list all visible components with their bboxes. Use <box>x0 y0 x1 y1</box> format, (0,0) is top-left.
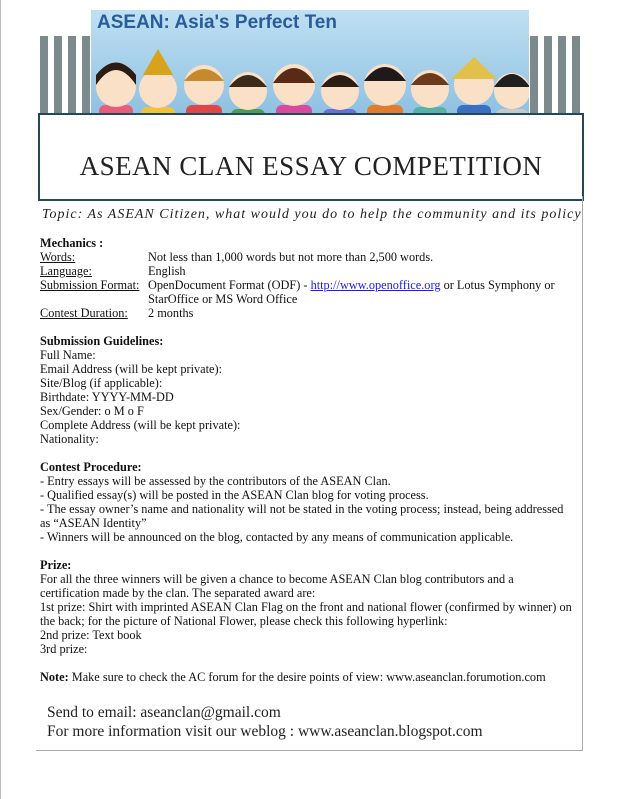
submission-format-value <box>148 278 574 306</box>
contest-duration-value: 2 months <box>148 306 194 320</box>
page-edge <box>0 0 1 799</box>
words-value: Not less than 1,000 words but not more than 2,500 words. <box>148 250 434 264</box>
procedure-line: - Entry essays will be assessed by the contributors of the ASEAN Clan. <box>40 474 391 488</box>
language-label: Language: <box>40 264 92 278</box>
procedure-line: - Qualified essay(s) will be posted in the ASEAN Clan blog for voting process. <box>40 488 429 502</box>
decorative-stripes-right <box>530 36 586 116</box>
openoffice-link[interactable]: http://www.openoffice.org <box>310 278 441 292</box>
note-label: Note: <box>40 670 69 684</box>
footer-email: Send to email: aseanclan@gmail.com <box>47 704 281 721</box>
prize-line: 1st prize: Shirt with imprinted ASEAN Clan Flag on the front and national flower (confirmed by winner) on the back; for the picture of National Flower, please check this following hyperlink: <box>40 600 572 628</box>
submission-format-post: or Lotus Symphony or StarOffice or MS Word Office <box>148 278 555 306</box>
submission-format-pre: OpenDocument Format (ODF) - <box>148 278 308 292</box>
topic-line: Topic: As ASEAN Citizen, what would you do to help the community and its policy <box>42 207 582 222</box>
mechanics-row-words <box>40 250 574 264</box>
prize-line: 3rd prize: <box>40 642 88 656</box>
mechanics-row-submission-format <box>40 278 574 306</box>
page-title: ASEAN CLAN ESSAY COMPETITION <box>79 151 543 181</box>
prize-line: 2nd prize: Text book <box>40 628 142 642</box>
mechanics-row-contest-duration <box>40 306 574 320</box>
procedure-heading: Contest Procedure: <box>40 460 142 474</box>
contest-duration-label: Contest Duration: <box>40 306 128 320</box>
footer-info: For more information visit our weblog : www.aseanclan.blogspot.com <box>47 723 483 740</box>
note-line <box>40 670 574 684</box>
note-text: Make sure to check the AC forum for the desire points of view: www.aseanclan.forumotion.com <box>71 670 546 684</box>
words-label: Words: <box>40 250 76 264</box>
guideline-line: Complete Address (will be kept private): <box>40 418 241 432</box>
guideline-line: Email Address (will be kept private): <box>40 362 223 376</box>
guideline-line: Birthdate: YYYY-MM-DD <box>40 390 174 404</box>
procedure-line: - The essay owner’s name and nationality will not be stated in the voting process; instead, being addressed as “ASEAN Identity” <box>40 502 564 530</box>
procedure-line: - Winners will be announced on the blog, contacted by any means of communication applicable. <box>40 530 514 544</box>
document-body <box>40 236 574 684</box>
banner-title: ASEAN: Asia's Perfect Ten <box>97 12 337 33</box>
language-value: English <box>148 264 186 278</box>
mechanics-heading: Mechanics : <box>40 236 104 250</box>
guideline-line: Site/Blog (if applicable): <box>40 376 163 390</box>
mechanics-row-language <box>40 264 574 278</box>
title-box <box>38 113 584 201</box>
prize-heading: Prize: <box>40 558 72 572</box>
guideline-line: Nationality: <box>40 432 99 446</box>
decorative-stripes-left <box>40 36 96 116</box>
guideline-line: Full Name: <box>40 348 96 362</box>
prize-line: For all the three winners will be given a chance to become ASEAN Clan blog contributors and a certification made by the clan. The separated award are: <box>40 572 514 600</box>
submission-format-label: Submission Format: <box>40 278 140 292</box>
guideline-line: Sex/Gender: o M o F <box>40 404 144 418</box>
guidelines-heading: Submission Guidelines: <box>40 334 164 348</box>
footer-contact <box>47 703 483 741</box>
